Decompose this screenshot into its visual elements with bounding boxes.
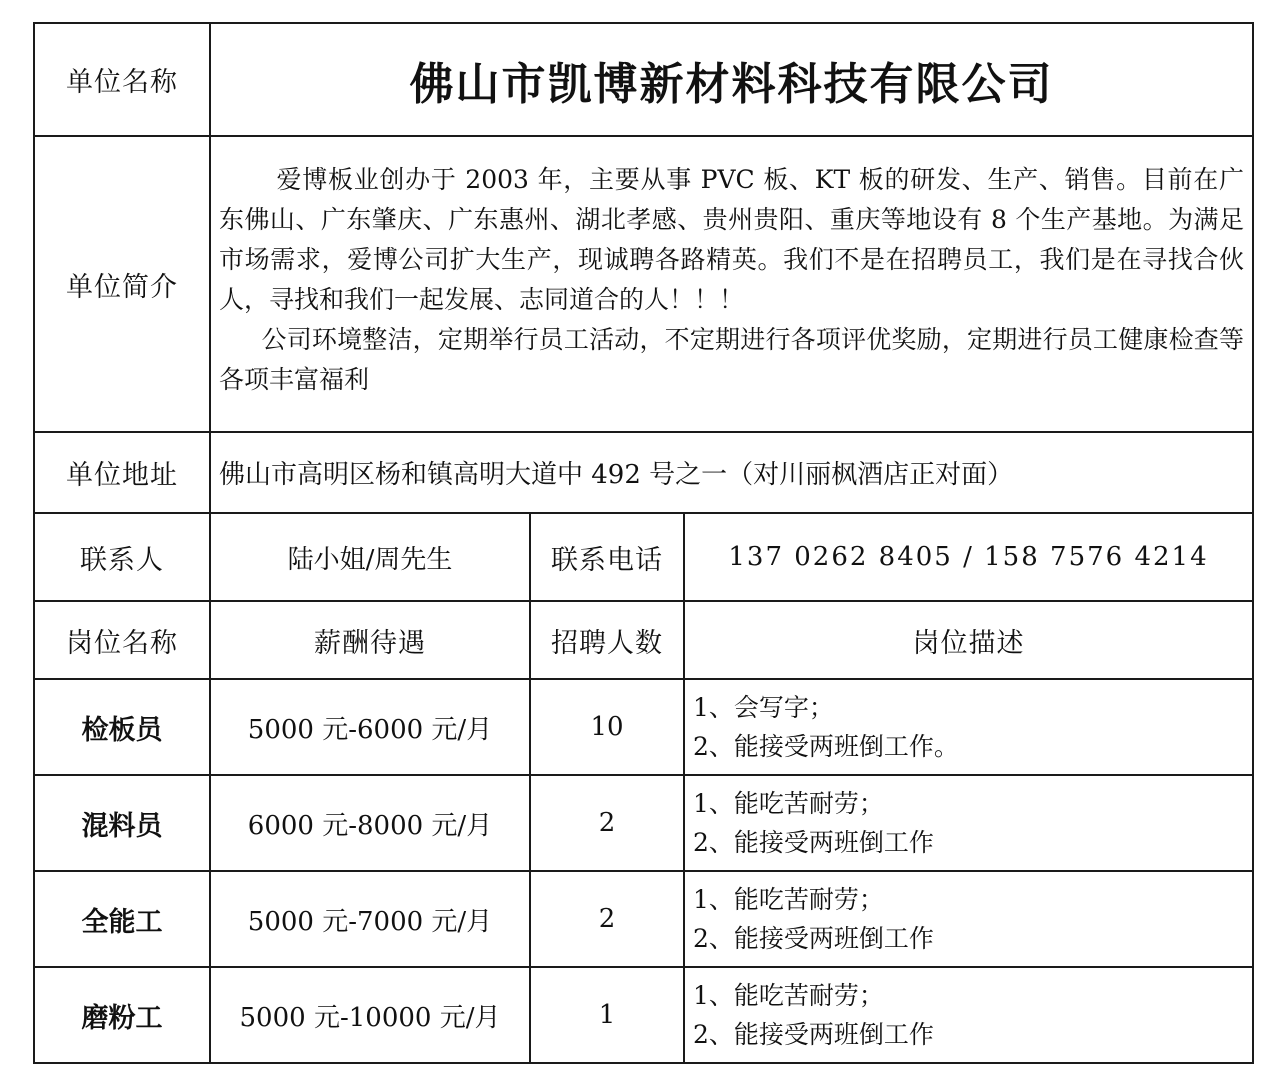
job-count: 10 bbox=[530, 679, 684, 775]
job-row bbox=[34, 871, 1253, 967]
contact-person-label: 联系人 bbox=[34, 513, 210, 601]
job-description-line: 2、能接受两班倒工作 bbox=[693, 924, 934, 953]
company-intro bbox=[210, 136, 1253, 432]
company-name-label: 单位名称 bbox=[34, 23, 210, 136]
job-count: 2 bbox=[530, 871, 684, 967]
contact-row bbox=[34, 513, 1253, 601]
job-description-line: 2、能接受两班倒工作。 bbox=[693, 732, 959, 761]
description-header: 岗位描述 bbox=[684, 601, 1253, 679]
job-description-line: 1、会写字； bbox=[693, 693, 834, 722]
job-description bbox=[684, 967, 1253, 1063]
contact-phone-label: 联系电话 bbox=[530, 513, 684, 601]
salary-header: 薪酬待遇 bbox=[210, 601, 530, 679]
job-position: 混料员 bbox=[34, 775, 210, 871]
company-address: 佛山市高明区杨和镇高明大道中 492 号之一（对川丽枫酒店正对面） bbox=[210, 432, 1253, 513]
company-intro-label: 单位简介 bbox=[34, 136, 210, 432]
intro-paragraph-2: 公司环境整洁，定期举行员工活动，不定期进行各项评优奖励，定期进行员工健康检查等各项丰富福利 bbox=[219, 325, 1245, 394]
job-description-line: 2、能接受两班倒工作 bbox=[693, 1020, 934, 1049]
company-name: 佛山市凯博新材料科技有限公司 bbox=[210, 23, 1253, 136]
job-description bbox=[684, 871, 1253, 967]
job-position: 检板员 bbox=[34, 679, 210, 775]
job-description-line: 1、能吃苦耐劳； bbox=[693, 789, 884, 818]
job-position: 磨粉工 bbox=[34, 967, 210, 1063]
job-description-line: 1、能吃苦耐劳； bbox=[693, 885, 884, 914]
job-description-line: 2、能接受两班倒工作 bbox=[693, 828, 934, 857]
company-address-label: 单位地址 bbox=[34, 432, 210, 513]
count-header: 招聘人数 bbox=[530, 601, 684, 679]
job-description-line: 1、能吃苦耐劳； bbox=[693, 981, 884, 1010]
job-count: 2 bbox=[530, 775, 684, 871]
job-salary: 5000 元-6000 元/月 bbox=[210, 679, 530, 775]
recruitment-table bbox=[33, 22, 1254, 1064]
company-name-row bbox=[34, 23, 1253, 136]
company-address-row bbox=[34, 432, 1253, 513]
job-row bbox=[34, 679, 1253, 775]
job-description bbox=[684, 775, 1253, 871]
jobs-header-row bbox=[34, 601, 1253, 679]
job-description bbox=[684, 679, 1253, 775]
intro-paragraph-1: 爱博板业创办于 2003 年，主要从事 PVC 板、KT 板的研发、生产、销售。目前在广东佛山、广东肇庆、广东惠州、湖北孝感、贵州贵阳、重庆等地设有 8 个生产基地。为满足市场需求，爱博公司扩大生产，现诚聘各路精英。我们不是在招聘员工，我们是在寻找合伙人，寻找和我们一起发展、志同道合的人！！！ bbox=[219, 165, 1245, 314]
job-count: 1 bbox=[530, 967, 684, 1063]
contact-phone: 137 0262 8405 / 158 7576 4214 bbox=[684, 513, 1253, 601]
contact-person: 陆小姐/周先生 bbox=[210, 513, 530, 601]
job-salary: 6000 元-8000 元/月 bbox=[210, 775, 530, 871]
job-salary: 5000 元-10000 元/月 bbox=[210, 967, 530, 1063]
position-header: 岗位名称 bbox=[34, 601, 210, 679]
job-row bbox=[34, 775, 1253, 871]
job-row bbox=[34, 967, 1253, 1063]
job-salary: 5000 元-7000 元/月 bbox=[210, 871, 530, 967]
company-intro-row bbox=[34, 136, 1253, 432]
job-position: 全能工 bbox=[34, 871, 210, 967]
